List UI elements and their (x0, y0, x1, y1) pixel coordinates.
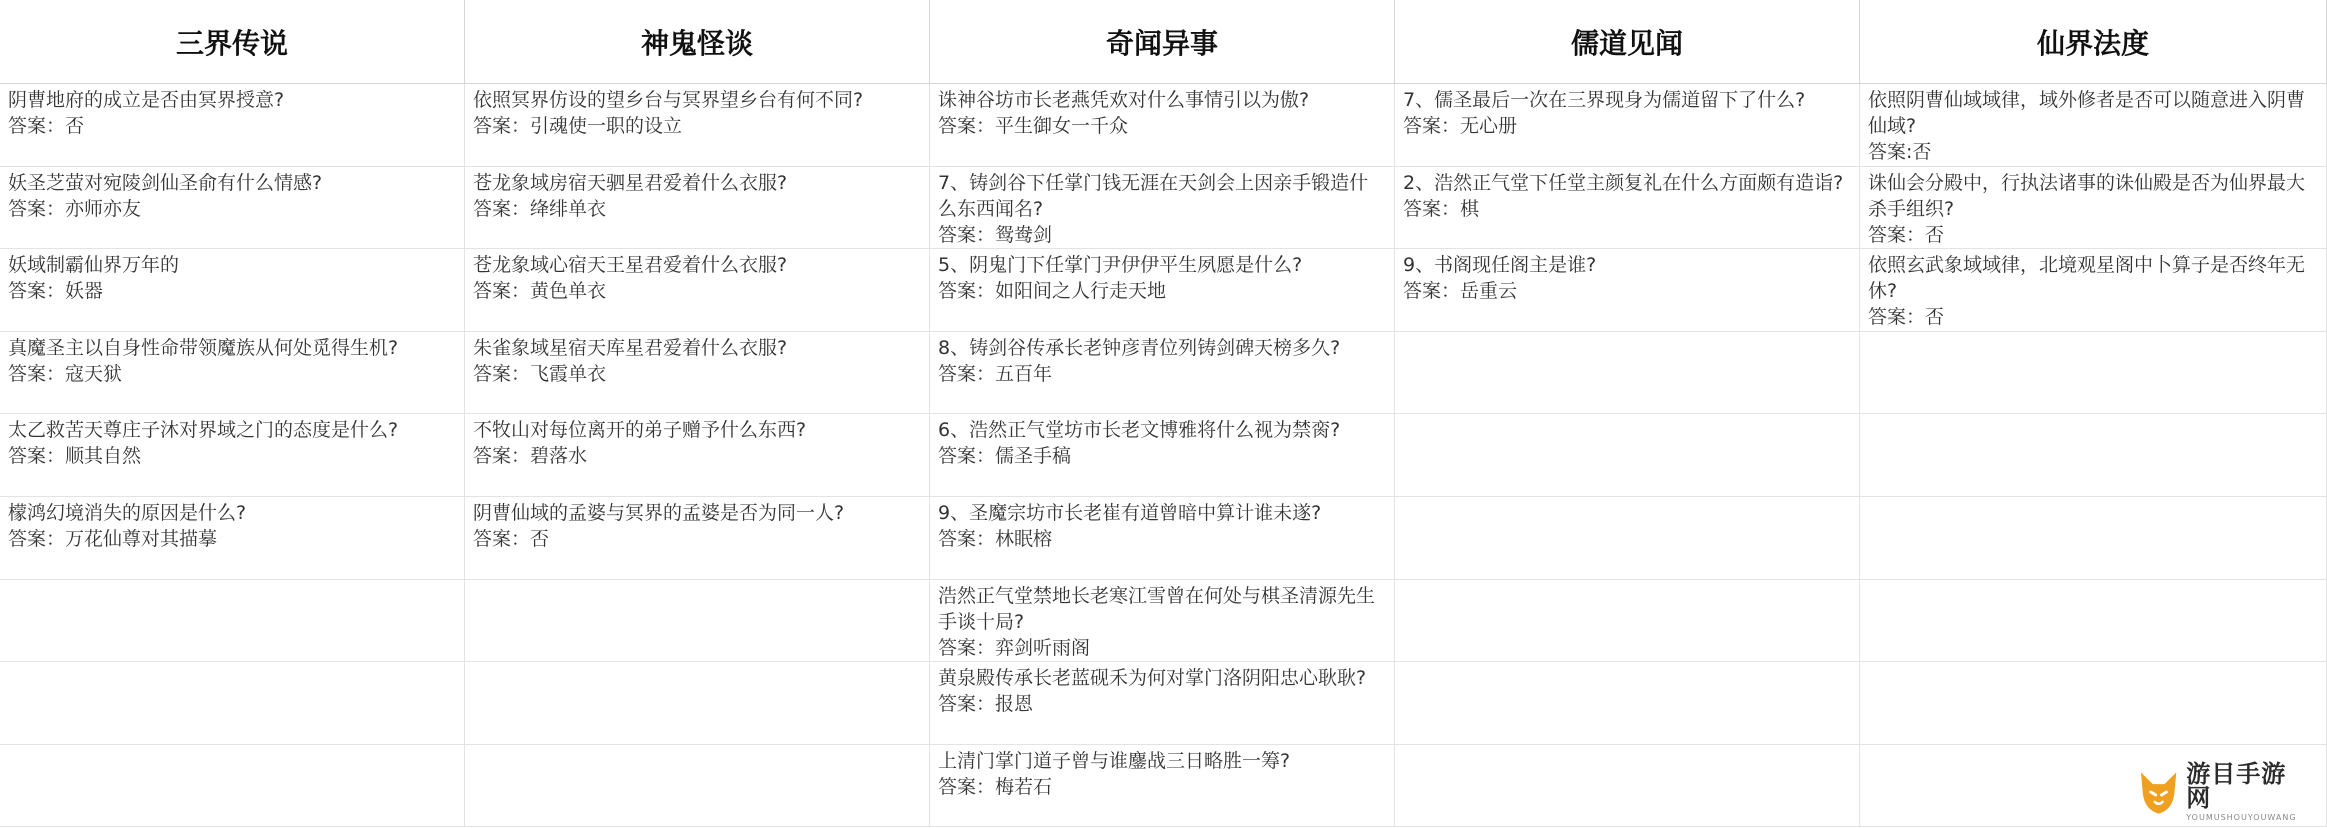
answer-text: 答案：否 (8, 115, 85, 137)
question-text: 依照玄武象域域律，北境观星阁中卜算子是否终年无休? (1868, 254, 2306, 303)
table-cell (1395, 662, 1860, 745)
question-text: 太乙救苦天尊庄子沐对界域之门的态度是什么? (8, 419, 399, 442)
column-header: 神鬼怪谈 (465, 0, 930, 84)
table-cell (930, 332, 1395, 415)
table-cell (465, 249, 930, 332)
table-cell (1860, 414, 2327, 497)
question-text: 上清门掌门道子曾与谁鏖战三日略胜一筹? (938, 749, 1291, 772)
question-text: 9、圣魔宗坊市长老崔有道曾暗中算计谁未遂? (938, 501, 1322, 524)
table-cell (1395, 167, 1860, 250)
answer-text: 答案：梅若石 (938, 775, 1053, 798)
question-text: 妖域制霸仙界万年的 (8, 254, 180, 277)
answer-text: 答案：无心册 (1403, 115, 1518, 137)
answer-text: 答案：寇天狱 (8, 362, 123, 385)
table-cell (465, 167, 930, 250)
table-cell (930, 745, 1395, 828)
table-cell (1860, 249, 2327, 332)
table-cell (465, 414, 930, 497)
table-cell (930, 414, 1395, 497)
table-cell (0, 84, 465, 167)
question-text: 阴曹地府的成立是否由冥界授意? (8, 89, 285, 111)
answer-text: 答案：黄色单衣 (473, 280, 607, 303)
question-text: 黄泉殿传承长老蓝砚禾为何对掌门洛阴阳忠心耿耿? (938, 667, 1367, 690)
table-cell (0, 414, 465, 497)
table-cell (0, 580, 465, 663)
answer-text: 答案：弈剑听雨阁 (938, 636, 1091, 659)
answer-text: 答案：亦师亦友 (8, 197, 142, 220)
table-cell (1860, 580, 2327, 663)
question-text: 朱雀象域星宿天库星君爱着什么衣服? (473, 336, 788, 359)
watermark (2137, 762, 2309, 822)
column-header: 儒道见闻 (1395, 0, 1860, 84)
answer-text: 答案:否 (1868, 141, 1932, 163)
table-cell (465, 332, 930, 415)
column-header: 仙界法度 (1860, 0, 2327, 84)
question-text: 苍龙象域心宿天王星君爱着什么衣服? (473, 254, 788, 277)
table-cell (1395, 414, 1860, 497)
answer-text: 答案：否 (1868, 223, 1945, 246)
table-cell (930, 662, 1395, 745)
question-text: 阴曹仙域的孟婆与冥界的孟婆是否为同一人? (473, 501, 845, 524)
table-cell (930, 84, 1395, 167)
question-text: 依照冥界仿设的望乡台与冥界望乡台有何不同? (473, 89, 864, 111)
answer-text: 答案：妖器 (8, 280, 104, 303)
table-cell (0, 745, 465, 828)
table-cell (930, 167, 1395, 250)
question-text: 5、阴鬼门下任掌门尹伊伊平生夙愿是什么? (938, 254, 1303, 277)
table-cell (1860, 332, 2327, 415)
table-cell (0, 497, 465, 580)
answer-text: 答案：万花仙尊对其描摹 (8, 527, 218, 550)
answer-text: 答案：岳重云 (1403, 280, 1518, 303)
table-cell (1860, 497, 2327, 580)
table-cell (1395, 745, 1860, 828)
answer-text: 答案：鸳鸯剑 (938, 223, 1053, 246)
column-header: 奇闻异事 (930, 0, 1395, 84)
table-cell (930, 580, 1395, 663)
answer-text: 答案：五百年 (938, 362, 1053, 385)
watermark-text: 游目手游网 (2186, 760, 2287, 812)
table-cell (1860, 662, 2327, 745)
table-cell (465, 662, 930, 745)
question-text: 8、铸剑谷传承长老钟彦青位列铸剑碑天榜多久? (938, 336, 1341, 359)
table-cell (1395, 249, 1860, 332)
table-cell (0, 167, 465, 250)
question-text: 浩然正气堂禁地长老寒江雪曾在何处与棋圣清源先生手谈十局? (938, 584, 1376, 633)
table-cell (0, 332, 465, 415)
table-cell (465, 580, 930, 663)
table-cell (1860, 167, 2327, 250)
answer-text: 答案：飞霞单衣 (473, 362, 607, 385)
question-text: 9、书阁现任阁主是谁? (1403, 254, 1597, 277)
answer-text: 答案：如阳间之人行走天地 (938, 280, 1167, 303)
table-cell (930, 497, 1395, 580)
answer-text: 答案：报恩 (938, 693, 1034, 716)
table-cell (465, 745, 930, 828)
column-header: 三界传说 (0, 0, 465, 84)
question-text: 6、浩然正气堂坊市长老文博雅将什么视为禁脔? (938, 419, 1341, 442)
question-text: 不牧山对每位离开的弟子赠予什么东西? (473, 419, 807, 442)
question-text: 真魔圣主以自身性命带领魔族从何处觅得生机? (8, 336, 399, 359)
question-text: 7、铸剑谷下任掌门钱无涯在天剑会上因亲手锻造什么东西闻名? (938, 171, 1369, 220)
table-cell (465, 497, 930, 580)
question-text: 诛仙会分殿中，行执法诸事的诛仙殿是否为仙界最大杀手组织? (1868, 171, 2306, 220)
table-cell (0, 249, 465, 332)
question-text: 苍龙象域房宿天驷星君爱着什么衣服? (473, 171, 788, 194)
answer-text: 答案：绛绯单衣 (473, 197, 607, 220)
question-text: 妖圣芝萤对宛陵剑仙圣俞有什么情感? (8, 171, 323, 194)
question-text: 依照阴曹仙域域律，域外修者是否可以随意进入阴曹仙域? (1868, 89, 2306, 137)
answer-text: 答案：否 (473, 527, 550, 550)
answer-text: 答案：否 (1868, 306, 1945, 329)
table-cell (465, 84, 930, 167)
question-text: 檬鸿幻境消失的原因是什么? (8, 501, 247, 524)
table-cell (1395, 580, 1860, 663)
watermark-subtext: YOUMUSHOUYOUWANG (2186, 813, 2297, 822)
table-cell (1395, 497, 1860, 580)
answer-text: 答案：引魂使一职的设立 (473, 115, 683, 137)
answer-text: 答案：林眠榕 (938, 527, 1053, 550)
question-text: 诛神谷坊市长老燕凭欢对什么事情引以为傲? (938, 89, 1310, 111)
table-cell (1395, 332, 1860, 415)
answer-text: 答案：儒圣手稿 (938, 445, 1072, 468)
table-cell (0, 662, 465, 745)
answer-text: 答案：棋 (1403, 197, 1480, 220)
question-text: 2、浩然正气堂下任堂主颜复礼在什么方面颇有造诣? (1403, 171, 1844, 194)
table-cell (930, 249, 1395, 332)
answer-text: 答案：顺其自然 (8, 445, 142, 468)
answer-text: 答案：平生御女一千众 (938, 115, 1129, 137)
question-text: 7、儒圣最后一次在三界现身为儒道留下了什么? (1403, 89, 1806, 111)
table-cell (1860, 84, 2327, 167)
table-cell (1395, 84, 1860, 167)
fox-logo-icon (2137, 768, 2180, 816)
answer-text: 答案：碧落水 (473, 445, 588, 468)
